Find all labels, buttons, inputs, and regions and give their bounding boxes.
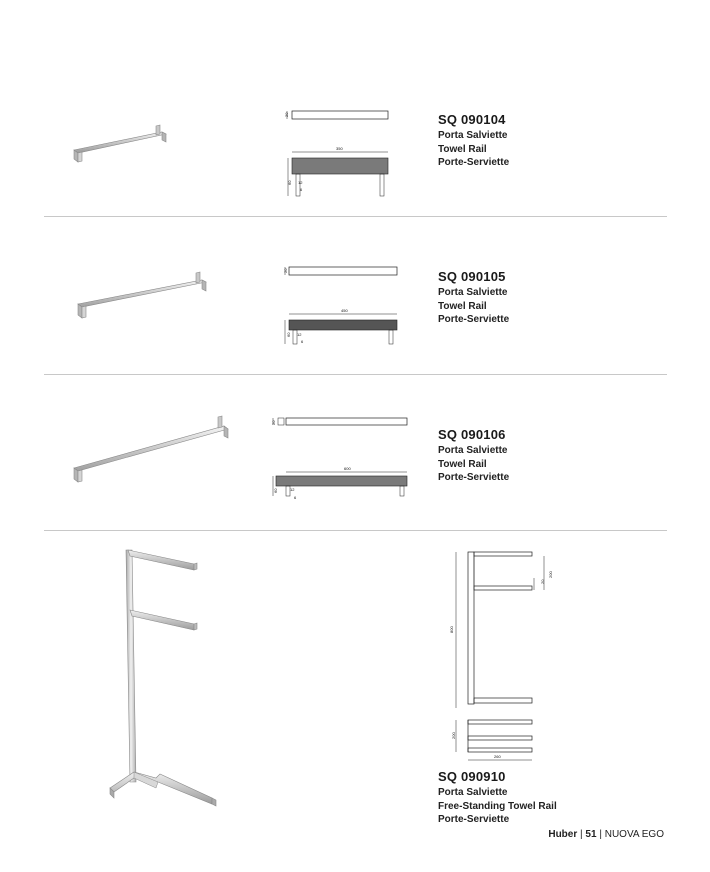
footer-page-number: 51 [585, 829, 597, 840]
name-en: Free-Standing Towel Rail [438, 800, 557, 812]
name-fr: Porte-Serviette [438, 472, 510, 483]
technical-drawing [284, 108, 394, 200]
svg-text:6: 6 [300, 187, 303, 192]
svg-text:20: 20 [540, 579, 545, 584]
svg-text:200: 200 [548, 571, 553, 578]
product-info [438, 427, 509, 485]
section-divider [44, 374, 667, 375]
svg-text:800: 800 [449, 626, 454, 633]
footer-separator: | [580, 829, 583, 840]
name-it: Porta Salviette [438, 445, 508, 456]
svg-text:200: 200 [451, 732, 456, 739]
footer-brand: Huber [548, 829, 578, 840]
technical-drawing [440, 548, 560, 768]
section-divider [44, 530, 667, 531]
name-fr: Porte-Serviette [438, 814, 510, 825]
name-it: Porta Salviette [438, 287, 508, 298]
svg-text:12: 12 [298, 180, 303, 185]
svg-text:60: 60 [287, 180, 292, 185]
towel-rail-photo [72, 270, 212, 322]
name-fr: Porte-Serviette [438, 157, 510, 168]
svg-text:260: 260 [494, 754, 501, 759]
footer-collection: NUOVA EGO [604, 829, 664, 840]
svg-text:12: 12 [290, 487, 295, 492]
towel-rail-photo [68, 414, 236, 486]
name-it: Porta Salviette [438, 130, 508, 141]
svg-text:20: 20 [283, 268, 288, 273]
svg-text:20: 20 [271, 420, 276, 425]
svg-text:6: 6 [294, 495, 297, 500]
page-footer [548, 829, 664, 840]
svg-text:20: 20 [284, 112, 289, 117]
section-divider [44, 216, 667, 217]
svg-text:6: 6 [301, 339, 304, 344]
svg-text:60: 60 [286, 332, 291, 337]
name-en: Towel Rail [438, 458, 487, 470]
svg-text:600: 600 [344, 466, 351, 471]
svg-text:350: 350 [336, 146, 343, 151]
product-code: SQ 090106 [438, 427, 506, 442]
name-en: Towel Rail [438, 300, 487, 312]
technical-drawing [283, 264, 403, 348]
svg-text:12: 12 [297, 332, 302, 337]
product-info [438, 769, 557, 827]
name-it: Porta Salviette [438, 787, 508, 798]
name-fr: Porte-Serviette [438, 314, 510, 325]
technical-drawing [270, 414, 412, 504]
product-code: SQ 090910 [438, 769, 506, 784]
svg-text:450: 450 [341, 308, 348, 313]
svg-text:60: 60 [273, 488, 278, 493]
product-info [438, 112, 509, 170]
free-standing-towel-rail-photo [100, 546, 224, 822]
name-en: Towel Rail [438, 143, 487, 155]
footer-separator: | [599, 829, 602, 840]
product-code: SQ 090104 [438, 112, 506, 127]
product-code: SQ 090105 [438, 269, 506, 284]
product-info [438, 269, 509, 327]
towel-rail-photo [68, 120, 178, 170]
